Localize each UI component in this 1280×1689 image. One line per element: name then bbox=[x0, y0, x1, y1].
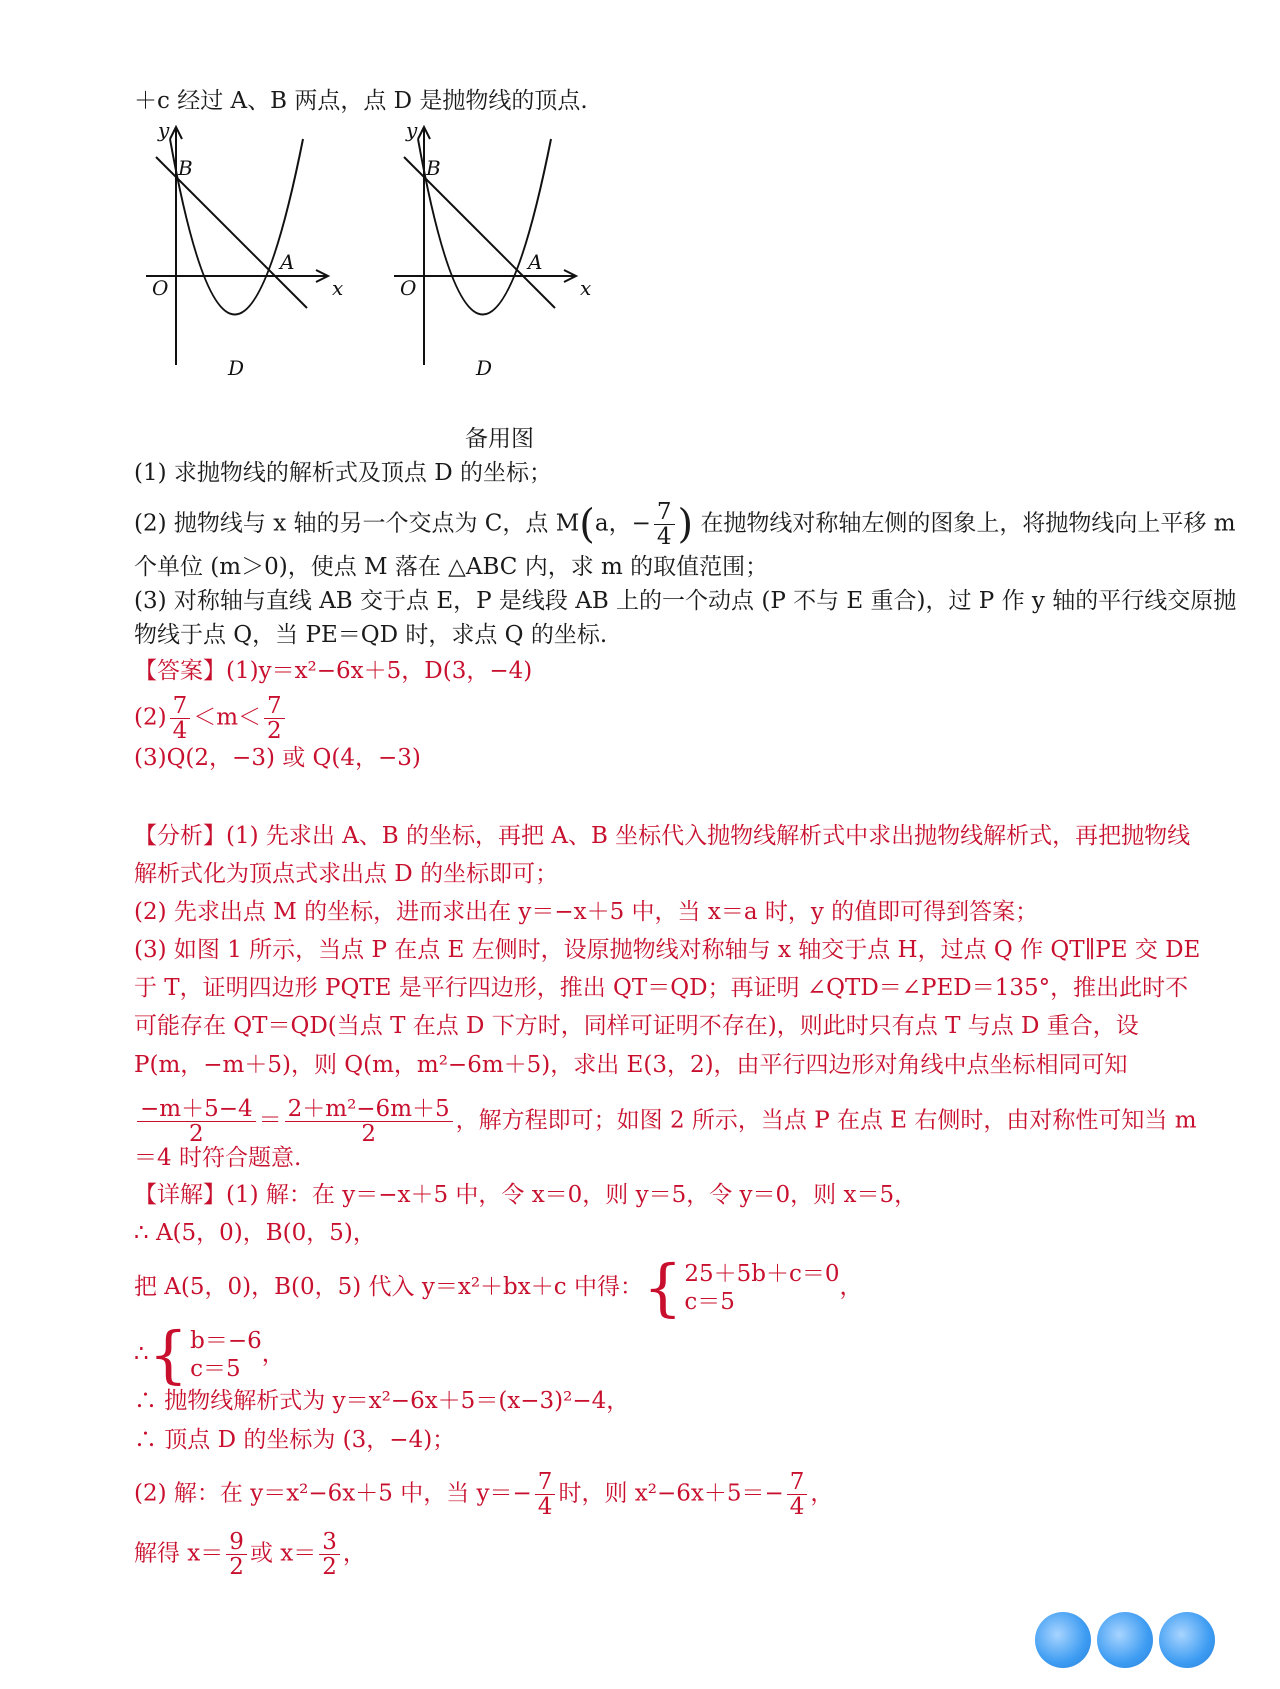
y-label: y bbox=[158, 125, 170, 142]
analysis-line-5: 于 T，证明四边形 PQTE 是平行四边形，推出 QT＝QD；再证明 ∠QTD＝∠PED＝135°，推出此时不 bbox=[134, 975, 1189, 1001]
svg-text:y: y bbox=[406, 125, 418, 142]
analysis-line-1: 【分析】(1) 先求出 A、B 的坐标，再把 A、B 坐标代入抛物线解析式中求出抛物线解析式，再把抛物线 bbox=[134, 823, 1191, 849]
figure-caption: 备用图 bbox=[465, 426, 534, 452]
question-2-line-1: (2) 抛物线与 x 轴的另一个交点为 C，点 M(a，− $\frac{7}{4}$ ) 在抛物线对称轴左侧的图象上，将抛物线向上平移 m bbox=[134, 499, 1236, 550]
detail-line-5: ∴ 抛物线解析式为 y＝x²−6x＋5＝(x−3)²−4， bbox=[134, 1388, 630, 1414]
analysis-line-9: ＝4 时符合题意. bbox=[134, 1145, 302, 1171]
svg-text:O: O bbox=[400, 276, 417, 300]
answer-1: 【答案】(1)y＝x²−6x＋5，D(3，−4) bbox=[134, 658, 533, 684]
svg-text:B: B bbox=[426, 156, 441, 180]
detail-line-6: ∴ 顶点 D 的坐标为 (3，−4)； bbox=[134, 1427, 456, 1453]
parabola-figure-2 bbox=[388, 125, 608, 410]
parabola-figure-1 bbox=[140, 125, 360, 410]
origin-label: O bbox=[152, 276, 169, 300]
dot-icon bbox=[1097, 1612, 1153, 1668]
point-d-label: D bbox=[228, 356, 245, 380]
analysis-line-6: 可能存在 QT＝QD(当点 T 在点 D 下方时，同样可证明不存在)，则此时只有点 T 与点 D 重合，设 bbox=[134, 1013, 1139, 1039]
analysis-line-4: (3) 如图 1 所示，当点 P 在点 E 左侧时，设原抛物线对称轴与 x 轴交于点 H，过点 Q 作 QT∥PE 交 DE bbox=[134, 937, 1201, 963]
question-2-line-2: 个单位 (m＞0)，使点 M 落在 △ABC 内，求 m 的取值范围； bbox=[134, 554, 769, 580]
svg-text:A: A bbox=[528, 250, 543, 274]
x-label: x bbox=[332, 276, 344, 300]
watermark-dots bbox=[1035, 1612, 1265, 1670]
point-b-label: B bbox=[178, 156, 193, 180]
dot-icon bbox=[1035, 1612, 1091, 1668]
detail-line-4: ∴ { b＝−6 c＝5 ， bbox=[134, 1318, 285, 1391]
detail-line-8: 解得 x＝ $\frac{9}{2}$ 或 x＝ $\frac{3}{2}$ ， bbox=[134, 1529, 366, 1580]
detail-line-2: ∴ A(5，0)，B(0，5)， bbox=[134, 1220, 376, 1246]
intro-line: ＋c 经过 A、B 两点，点 D 是抛物线的顶点. bbox=[134, 88, 588, 114]
analysis-line-7: P(m，−m＋5)，则 Q(m，m²−6m＋5)，求出 E(3，2)，由平行四边形对角线中点坐标相同可知 bbox=[134, 1052, 1128, 1078]
question-3-line-2: 物线于点 Q，当 PE＝QD 时，求点 Q 的坐标. bbox=[134, 622, 608, 648]
analysis-line-2: 解析式化为顶点式求出点 D 的坐标即可； bbox=[134, 861, 559, 887]
svg-text:x: x bbox=[580, 276, 592, 300]
analysis-line-8: $\frac{-m+5-4}{2}$ ＝ $\frac{\text{2＋m²−6m＋5}}{2}$ ，解方程即可；如图 2 所示，当点 P 在点 E 右侧时，由对称性可知当 m bbox=[134, 1097, 1197, 1146]
detail-line-3: 把 A(5，0)，B(0，5) 代入 y＝x²＋bx＋c 中得： { 25＋5b＋c＝0 c＝5 ， bbox=[134, 1251, 863, 1324]
detail-line-7: (2) 解：在 y＝x²−6x＋5 中，当 y＝− $\frac{7}{4}$ 时，则 x²−6x＋5＝− $\frac{7}{4}$ ， bbox=[134, 1469, 834, 1520]
detail-line-1: 【详解】(1) 解：在 y＝−x＋5 中，令 x＝0，则 y＝5，令 y＝0，则 x＝5， bbox=[134, 1182, 918, 1208]
svg-text:D: D bbox=[476, 356, 493, 380]
question-1: (1) 求抛物线的解析式及顶点 D 的坐标； bbox=[134, 460, 552, 486]
dot-icon bbox=[1159, 1612, 1215, 1668]
point-a-label: A bbox=[280, 250, 295, 274]
answer-2: (2) $\frac{7}{4}$ ＜m＜ $\frac{7}{2}$ bbox=[134, 694, 288, 743]
answer-3: (3)Q(2，−3) 或 Q(4，−3) bbox=[134, 745, 421, 771]
question-3-line-1: (3) 对称轴与直线 AB 交于点 E，P 是线段 AB 上的一个动点 (P 不与 E 重合)，过 P 作 y 轴的平行线交原抛 bbox=[134, 588, 1237, 614]
analysis-line-3: (2) 先求出点 M 的坐标，进而求出在 y＝−x＋5 中，当 x＝a 时，y 的值即可得到答案； bbox=[134, 899, 1039, 925]
